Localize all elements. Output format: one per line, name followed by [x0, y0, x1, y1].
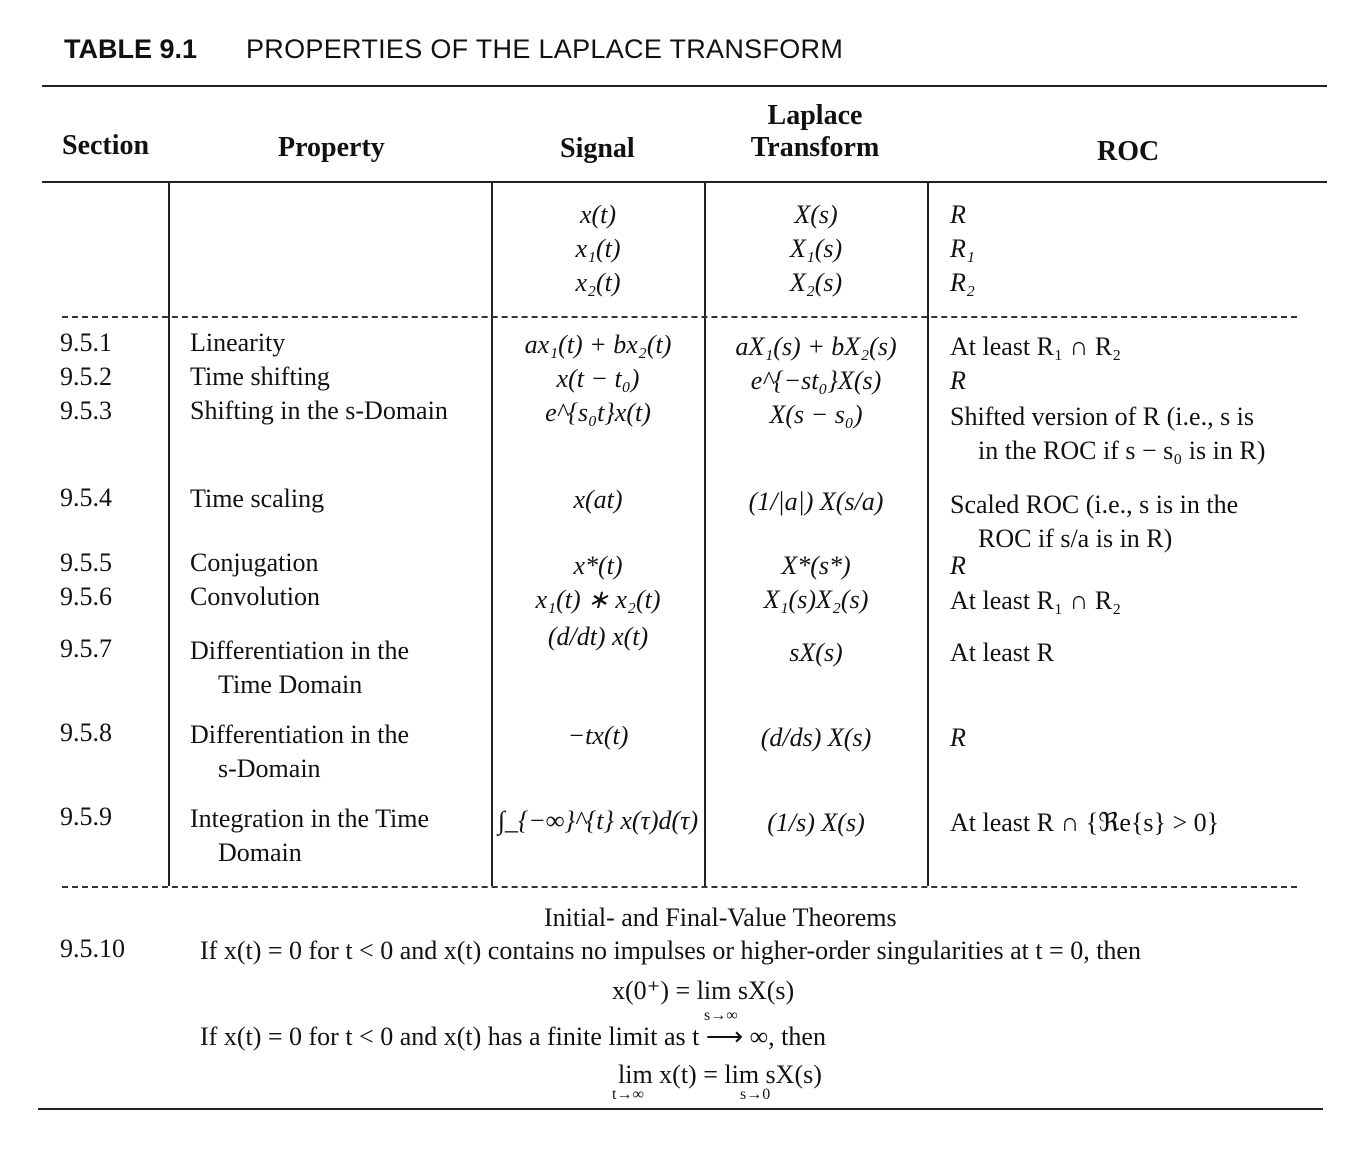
col-divider-1 — [168, 182, 170, 886]
signal-neg-tx: −tx(t) — [567, 721, 629, 750]
section-9-5-6: 9.5.6 — [60, 582, 112, 611]
top-rule — [42, 85, 1327, 87]
signal-linearity: ax₁(t) + bx₂(t) — [524, 330, 672, 359]
bottom-rule — [38, 1108, 1323, 1110]
theorem-final-condition: If x(t) = 0 for t < 0 and x(t) has a finite limit as t ⟶ ∞, then — [200, 1022, 826, 1051]
table-title: PROPERTIES OF THE LAPLACE TRANSFORM — [246, 34, 844, 64]
theorem-final-limit-right: s→0 — [740, 1086, 771, 1103]
transform-derivative: (d/ds) X(s) — [760, 723, 872, 752]
section-9-5-10: 9.5.10 — [60, 934, 125, 963]
base-signals: x(t) x₁(t) x₂(t) — [575, 200, 621, 297]
property-diff-time: Differentiation in the Time Domain — [190, 636, 410, 699]
roc-convolution: At least R₁ ∩ R₂ — [950, 586, 1122, 615]
base-rocs: R R₁ R₂ — [950, 200, 975, 297]
theorem-initial-equation: x(0⁺) = lim sX(s) — [612, 976, 795, 1005]
property-convolution: Convolution — [190, 582, 321, 611]
signal-convolution: x₁(t) ∗ x₂(t) — [535, 585, 661, 614]
transform-linearity: aX₁(s) + bX₂(s) — [735, 332, 897, 361]
property-linearity: Linearity — [190, 328, 286, 357]
theorems-title: Initial- and Final-Value Theorems — [544, 903, 897, 932]
theorem-final-limit-left: t→∞ — [612, 1086, 644, 1103]
signal-conjugation: x*(t) — [573, 551, 623, 580]
roc-s-shift: Shifted version of R (i.e., s is in the ROC if s − s₀ is in R) — [950, 402, 1266, 465]
signal-time-scaling: x(at) — [573, 485, 623, 514]
section-9-5-8: 9.5.8 — [60, 718, 112, 747]
section-9-5-3: 9.5.3 — [60, 396, 112, 425]
roc-time-scaling: Scaled ROC (i.e., s is in the ROC if s/a is in R) — [950, 490, 1239, 553]
section-9-5-2: 9.5.2 — [60, 362, 112, 391]
signal-time-shift: x(t − t₀) — [556, 364, 640, 393]
roc-conjugation: R — [950, 551, 966, 580]
header-rule — [42, 181, 1327, 183]
transform-s-shift: X(s − s₀) — [769, 400, 863, 429]
header-laplace: Laplace Transform — [750, 100, 880, 163]
section-9-5-5: 9.5.5 — [60, 548, 112, 577]
theorem-initial-limit: s→∞ — [704, 1007, 738, 1024]
property-integration: Integration in the Time Domain — [190, 804, 430, 867]
theorem-initial-condition: If x(t) = 0 for t < 0 and x(t) contains no impulses or higher-order singularities at t = 0, then — [200, 936, 1141, 965]
transform-integral: (1/s) X(s) — [767, 808, 865, 837]
roc-differentiation-time: At least R — [950, 638, 1054, 667]
dashed-separator-bottom — [62, 886, 1297, 888]
signal-integral: ∫_{−∞}^{t} x(τ)d(τ) — [497, 806, 699, 835]
col-divider-4 — [927, 182, 929, 886]
base-transforms: X(s) X₁(s) X₂(s) — [789, 200, 843, 297]
transform-sXs: sX(s) — [789, 638, 843, 667]
roc-linearity: At least R₁ ∩ R₂ — [950, 332, 1122, 361]
transform-time-shift: e^{−st₀}X(s) — [750, 366, 882, 395]
property-diff-s: Differentiation in the s-Domain — [190, 720, 410, 783]
section-9-5-7: 9.5.7 — [60, 634, 112, 663]
transform-time-scaling: (1/|a|) X(s/a) — [748, 487, 884, 516]
roc-integration: At least R ∩ {ℜe{s} > 0} — [950, 808, 1220, 837]
signal-derivative: (d/dt) x(t) — [547, 622, 649, 651]
section-9-5-1: 9.5.1 — [60, 328, 112, 357]
transform-convolution: X₁(s)X₂(s) — [763, 585, 869, 614]
header-signal: Signal — [560, 133, 635, 164]
signal-s-shift: e^{s₀t}x(t) — [545, 398, 651, 427]
header-roc: ROC — [1097, 136, 1160, 167]
dashed-separator — [62, 316, 1297, 318]
transform-conjugation: X*(s*) — [781, 551, 851, 580]
section-9-5-9: 9.5.9 — [60, 802, 112, 831]
theorem-final-equation: lim x(t) = lim sX(s) — [618, 1060, 822, 1089]
table-number: TABLE 9.1 — [64, 34, 198, 64]
header-property: Property — [278, 132, 385, 163]
property-time-scaling: Time scaling — [190, 484, 325, 513]
property-s-shifting: Shifting in the s-Domain — [190, 396, 448, 425]
roc-time-shift: R — [950, 366, 966, 395]
property-time-shifting: Time shifting — [190, 362, 330, 391]
section-9-5-4: 9.5.4 — [60, 483, 112, 512]
property-conjugation: Conjugation — [190, 548, 319, 577]
roc-differentiation-s: R — [950, 723, 966, 752]
header-section: Section — [62, 130, 150, 161]
